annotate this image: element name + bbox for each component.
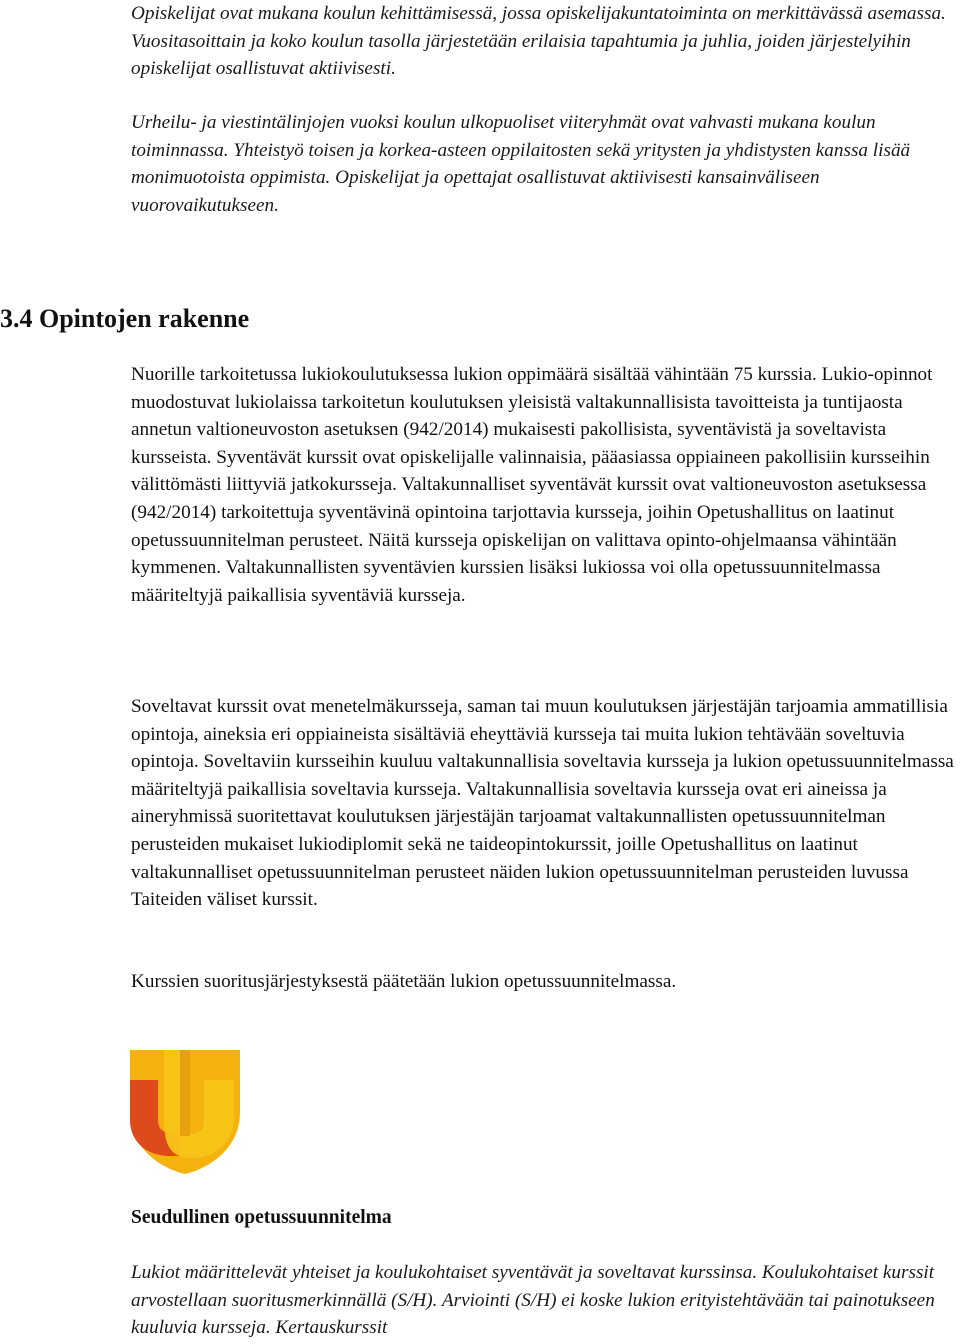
paragraph-course-structure: Nuorille tarkoitetussa lukiokoulutuksessa lukion oppimäärä sisältää vähintään 75 kurssia. Lukio-opinnot muodostuvat lukiolaissa tarkoitetun koulutuksen yleisistä valtakunnallisista tavoitteista ja tuntijaosta annetun valtioneuvoston asetuksen (942/2014) mukaisesti pakollisista, syventävistä ja soveltavista kursseista. Syventävät kurssit ovat opiskelijalle valinnaisia, pääasiassa oppiaineen pakollisiin kursseihin välittömästi liittyviä jatkokursseja. Valtakunnalliset syventävät kurssit ovat valtioneuvoston asetuksessa (942/2014) tarkoitettuja syventävinä opintoina tarjottavia kursseja, joihin Opetushallitus on laatinut opetussuunnitelman perusteet. Näitä kursseja opiskelijan on valittava opinto-ohjelmaansa vähintään kymmenen. Valtakunnallisten syventävien kurssien lisäksi lukiossa voi olla opetussuunnitelmassa määriteltyjä paikallisia syventäviä kursseja. [131, 364, 933, 606]
paragraph-course-order: Kurssien suoritusjärjestyksestä päätetään lukion opetussuunnitelmassa. [131, 971, 677, 992]
shadow-bar [180, 1050, 190, 1136]
paragraph-applied-courses: Soveltavat kurssit ovat menetelmäkursseja, saman tai muun koulutuksen järjestäjän tarjoamia ammatillisia opintoja, aineksia eri oppiaineista sisältäviä eheyttäviä kursseja tai muita lukion tehtävään soveltuvia opintoja. Soveltaviin kursseihin kuuluu valtakunnallisia soveltavia kursseja ja lukion opetussuunnitelmassa määriteltyjä paikallisia soveltavia kursseja. Valtakunnallisia soveltavia kursseja ovat eri aineissa ja aineryhmissä suoritettavat koulutuksen järjestäjän tarjoamat valtakunnallisten opetussuunnitelman perusteiden mukaiset lukiodiplomit sekä ne taideopintokurssit, joille Opetushallitus on laatinut valtakunnalliset opetussuunnitelman perusteet näiden lukion opetussuunnitelman perusteiden luvussa Taiteiden väliset kurssit. [131, 696, 954, 911]
section-heading: 3.4 Opintojen rakenne [0, 304, 250, 333]
regional-curriculum-emblem [130, 1050, 240, 1174]
paragraph-student-participation: Opiskelijat ovat mukana koulun kehittämisessä, jossa opiskelijakuntatoiminta on merkittävässä asemassa. Vuositasoittain ja koko koulun tasolla järjestetään erilaisia tapahtumia ja juhlia, joiden järjestelyihin opiskelijat osallistuvat aktiivisesti. [131, 3, 946, 80]
paragraph-external-partners: Urheilu- ja viestintälinjojen vuoksi koulun ulkopuoliset viiteryhmät ovat vahvasti mukana koulun toiminnassa. Yhteistyö toisen ja korkea-asteen oppilaitosten sekä yritysten ja yhdistysten kanssa lisää monimuotoista oppimista. Opiskelijat ja opettajat osallistuvat aktiivisesti kansainväliseen vuorovaikutukseen. [131, 112, 911, 216]
paragraph-school-specific-courses: Lukiot määrittelevät yhteiset ja koulukohtaiset syventävät ja soveltavat kurssinsa. Koulukohtaiset kurssit arvostellaan suoritusmerkinnällä (S/H). Arviointi (S/H) ei koske lukion erityistehtävään tai painotukseen kuuluvia kursseja. Kertauskurssit [131, 1262, 935, 1339]
subheading-regional-curriculum: Seudullinen opetussuunnitelma [131, 1207, 392, 1228]
